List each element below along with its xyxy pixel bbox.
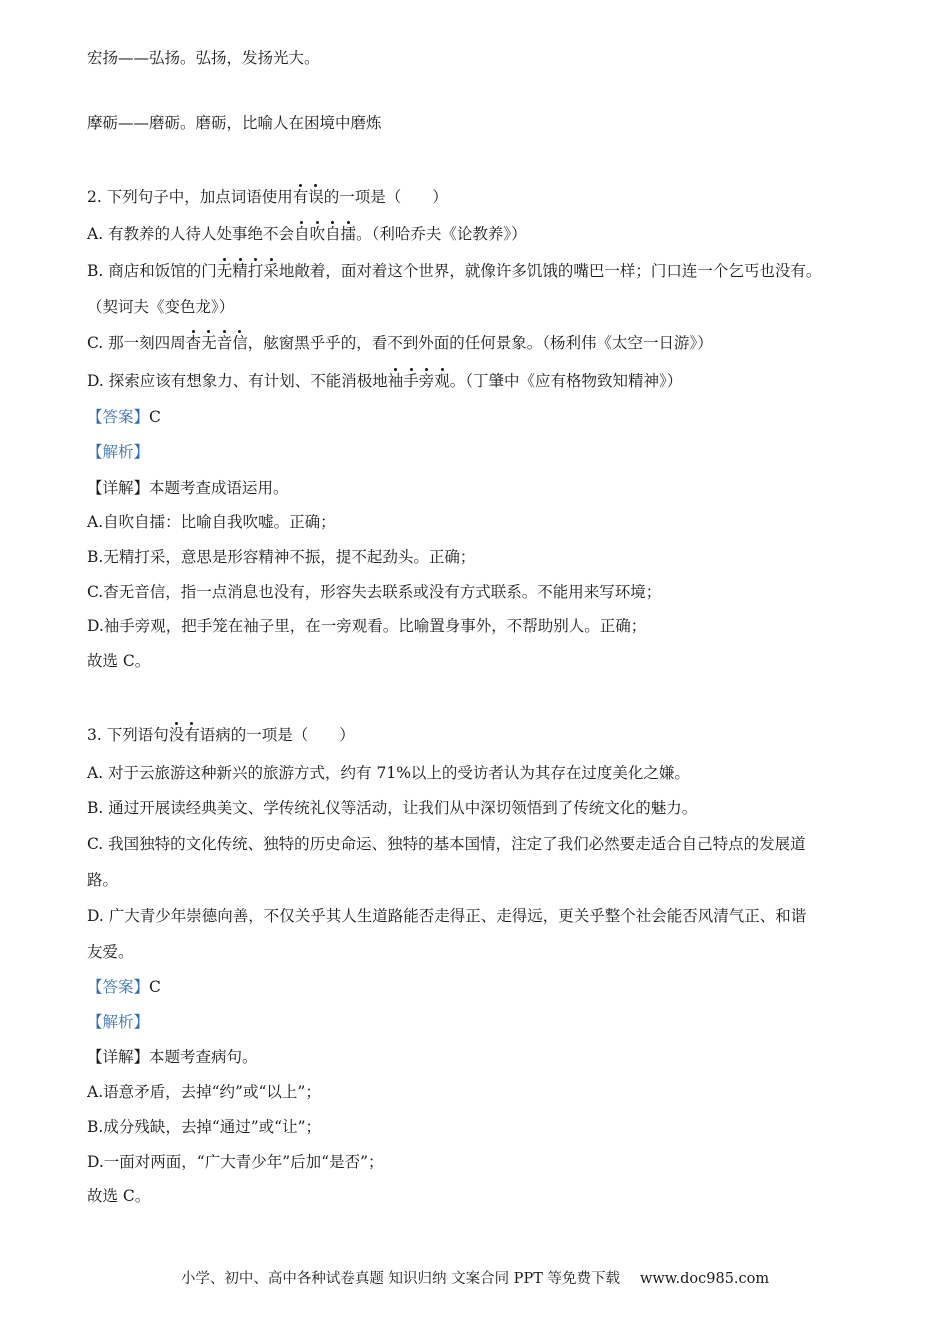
q2-explanation-c: C.杳无音信，指一点消息也没有，形容失去联系或没有方式联系。不能用来写环境；	[87, 583, 662, 601]
answer-tag: 【答案】	[87, 978, 150, 996]
q2-option-a: A. 有教养的人待人处事绝不会自吹自擂。（利哈乔夫《论教养》）	[87, 225, 527, 243]
q2-option-a-emphasis	[294, 225, 356, 243]
emphasis-char: 旁	[418, 372, 435, 390]
emphasis-char: 打	[247, 262, 264, 280]
q2-explanation-d: D.袖手旁观，把手笼在袖子里，在一旁观看。比喻置身事外，不帮助别人。正确；	[87, 617, 647, 635]
q3-stem-emphasis	[169, 726, 200, 744]
q2-option-b-cont: （契诃夫《变色龙》）	[87, 298, 235, 316]
emphasis-char: 无	[201, 334, 217, 352]
top-line-1: 宏扬——弘扬。弘扬，发扬光大。	[87, 49, 320, 67]
q3-detail: 【详解】本题考查病句。	[87, 1048, 258, 1066]
emphasis-char: 信	[232, 334, 248, 352]
detail-tag: 【详解】	[87, 479, 150, 497]
q3-explanation-a: A.语意矛盾，去掉“约”或“以上”；	[87, 1083, 321, 1101]
footer-url[interactable]: www.doc985.com	[639, 1271, 770, 1287]
top-line-2: 摩砺——磨砺。磨砺，比喻人在困境中磨炼	[87, 114, 382, 132]
q3-stem: 3. 下列语句没有语病的一项是（ ）	[87, 726, 355, 744]
emphasis-char: 杳	[185, 334, 202, 352]
q2-stem: 2. 下列句子中，加点词语使用有误的一项是（ ）	[87, 188, 448, 206]
emphasis-char: 吹	[309, 225, 326, 243]
q2-option-c: C. 那一刻四周杳无音信，舷窗黑乎乎的，看不到外面的任何景象。（杨利伟《太空一日游》）	[87, 334, 713, 352]
emphasis-char: 有	[292, 188, 309, 206]
q2-answer	[87, 406, 161, 428]
q3-option-c-cont: 路。	[87, 871, 119, 889]
emphasis-char: 袖	[387, 372, 404, 390]
emphasis-char: 精	[232, 262, 248, 280]
emphasis-char: 采	[263, 262, 279, 280]
footer-text: 小学、初中、高中各种试卷真题 知识归纳 文案合同 PPT 等免费下载	[180, 1271, 620, 1287]
q3-option-d-cont: 友爱。	[87, 943, 134, 961]
q3-answer	[87, 976, 161, 998]
q3-explanation-b: B.成分残缺，去掉“通过”或“让”；	[87, 1118, 322, 1136]
q3-analysis-tag: 【解析】	[87, 1013, 150, 1031]
emphasis-char: 没	[168, 726, 185, 744]
q3-conclusion: 故选 C。	[87, 1187, 151, 1205]
q2-option-d: D. 探索应该有想象力、有计划、不能消极地袖手旁观。（丁肇中《应有格物致知精神》）	[87, 372, 683, 390]
emphasis-char: 自	[325, 225, 341, 243]
q2-analysis-tag: 【解析】	[87, 443, 150, 461]
answer-value: C	[149, 978, 161, 996]
q2-conclusion: 故选 C。	[87, 652, 151, 670]
answer-value: C	[149, 408, 161, 426]
q3-option-d: D. 广大青少年崇德向善，不仅关乎其人生道路能否走得正、走得远，更关乎整个社会能否风清气正、和谐	[87, 907, 807, 925]
emphasis-char: 无	[216, 262, 233, 280]
q2-option-b-emphasis	[217, 262, 279, 280]
q2-stem-emphasis	[293, 188, 324, 206]
q2-option-d-emphasis	[388, 372, 450, 390]
emphasis-char: 自	[294, 225, 310, 243]
page-footer	[0, 1268, 950, 1290]
q3-option-a: A. 对于云旅游这种新兴的旅游方式，约有 71%以上的受访者认为其存在过度美化之嫌。	[87, 764, 690, 782]
q3-option-b: B. 通过开展读经典美文、学传统礼仪等活动，让我们从中深切领悟到了传统文化的魅力。	[87, 799, 698, 817]
q2-explanation-b: B.无精打采，意思是形容精神不振，提不起劲头。正确；	[87, 548, 476, 566]
q2-explanation-a: A.自吹自擂：比喻自我吹嘘。正确；	[87, 513, 336, 531]
emphasis-char: 误	[308, 188, 324, 206]
emphasis-char: 观	[434, 372, 450, 390]
q2-option-b: B. 商店和饭馆的门无精打采地敞着，面对着这个世界，就像许多饥饿的嘴巴一样；门口连一个乞丐也没有。	[87, 262, 822, 280]
emphasis-char: 有	[184, 726, 200, 744]
emphasis-char: 音	[216, 334, 233, 352]
emphasis-char: 手	[403, 372, 419, 390]
q3-explanation-d: D.一面对两面，“广大青少年”后加“是否”；	[87, 1153, 384, 1171]
detail-tag: 【详解】	[87, 1048, 150, 1066]
q3-option-c: C. 我国独特的文化传统、独特的历史命运、独特的基本国情，注定了我们必然要走适合自己特点的发展道	[87, 835, 806, 853]
q2-detail: 【详解】本题考查成语运用。	[87, 479, 289, 497]
q2-option-c-emphasis	[186, 334, 248, 352]
emphasis-char: 擂	[340, 225, 357, 243]
answer-tag: 【答案】	[87, 408, 150, 426]
